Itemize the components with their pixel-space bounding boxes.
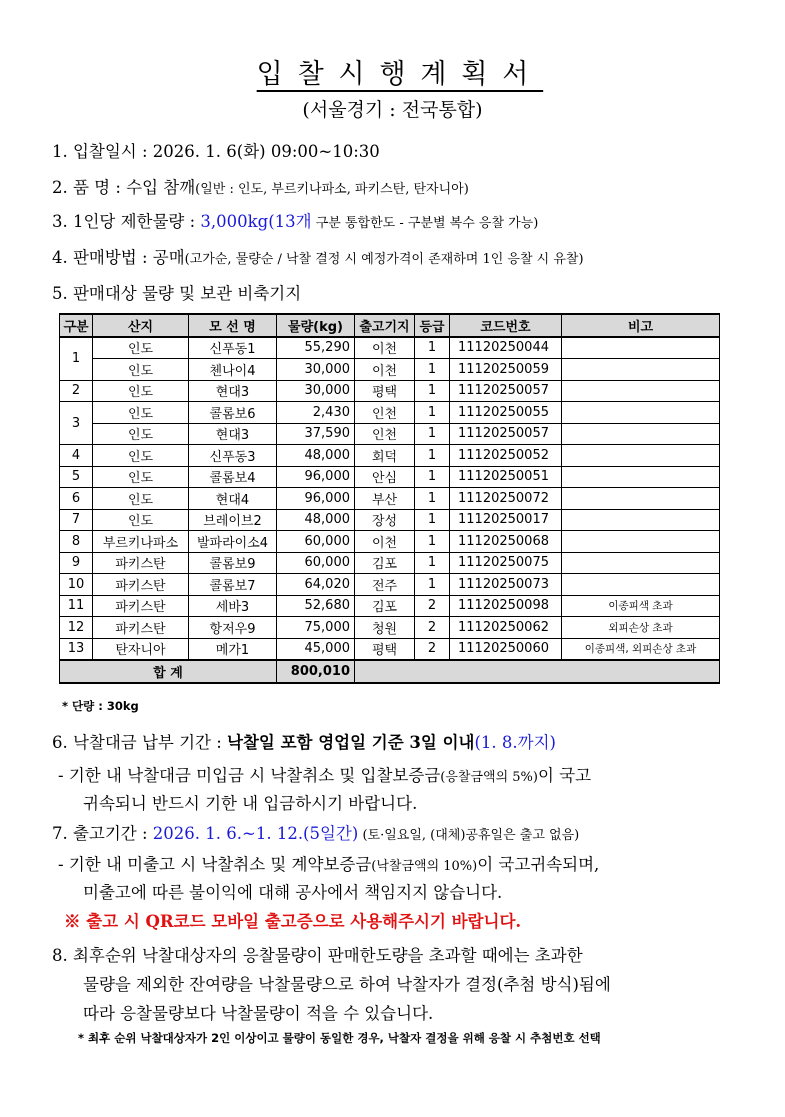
header-quantity: 물량(kg) [277, 314, 355, 337]
remarks-cell [562, 531, 720, 553]
quantity-cell: 96,000 [277, 466, 355, 488]
quantity-cell: 64,020 [277, 574, 355, 596]
quantity-cell: 37,590 [277, 423, 355, 445]
grade-cell: 1 [415, 531, 450, 553]
sale-target-table [59, 313, 720, 684]
origin-cell: 파키스탄 [93, 595, 189, 617]
group-cell: 12 [60, 617, 93, 639]
origin-cell: 파키스탄 [93, 574, 189, 596]
code-cell: 11120250072 [450, 488, 562, 510]
item-label: 6. 낙찰대금 납부 기간 : [52, 733, 228, 752]
code-cell: 11120250059 [450, 359, 562, 381]
payment-desc-line1 [58, 762, 591, 786]
document-title-wrap [0, 52, 785, 91]
origin-cell: 인도 [93, 509, 189, 531]
document-title: 입찰시행계획서 [256, 59, 544, 90]
table-row [60, 617, 720, 639]
qr-notice: ※ 출고 시 QR코드 모바일 출고증으로 사용해주시기 바랍니다. [64, 912, 522, 931]
product-origins-note: (일반 : 인도, 부르키나파소, 파키스탄, 탄자니아) [195, 182, 469, 197]
origin-cell: 파키스탄 [93, 552, 189, 574]
item-quantity-limit [52, 208, 538, 232]
remarks-cell: 외피손상 초과 [562, 617, 720, 639]
item-final-bidder-line3: 따라 응찰물량보다 낙찰물량이 적을 수 있습니다. [83, 1004, 434, 1023]
grade-cell: 1 [415, 574, 450, 596]
quantity-cell: 48,000 [277, 445, 355, 467]
quantity-cell: 96,000 [277, 488, 355, 510]
grade-cell: 1 [415, 359, 450, 381]
vessel-cell: 첸나이4 [189, 359, 277, 381]
item-label: 7. 출고기간 : [52, 824, 153, 843]
remarks-cell [562, 466, 720, 488]
depot-cell: 부산 [355, 488, 415, 510]
table-row [60, 595, 720, 617]
grade-cell: 1 [415, 402, 450, 424]
code-cell: 11120250017 [450, 509, 562, 531]
quantity-cell: 30,000 [277, 359, 355, 381]
remarks-cell [562, 359, 720, 381]
table-body [60, 337, 720, 661]
vessel-cell: 항저우9 [189, 617, 277, 639]
depot-cell: 평택 [355, 638, 415, 660]
total-empty [355, 660, 720, 683]
depot-cell: 이천 [355, 531, 415, 553]
release-desc-line1 [58, 851, 599, 875]
vessel-cell: 메가1 [189, 638, 277, 660]
remarks-cell [562, 445, 720, 467]
table-row [60, 466, 720, 488]
payment-period-value: 낙찰일 포함 영업일 기준 3일 이내 [227, 733, 475, 752]
origin-cell: 인도 [93, 423, 189, 445]
table-row [60, 488, 720, 510]
header-remarks: 비고 [562, 314, 720, 337]
group-cell: 4 [60, 445, 93, 467]
group-cell: 13 [60, 638, 93, 660]
table-row [60, 423, 720, 445]
depot-cell: 김포 [355, 552, 415, 574]
depot-cell: 평택 [355, 380, 415, 402]
remarks-cell [562, 552, 720, 574]
quantity-cell: 48,000 [277, 509, 355, 531]
origin-cell: 인도 [93, 488, 189, 510]
depot-cell: 장성 [355, 509, 415, 531]
payment-desc-text-b: 이 국고 [537, 766, 592, 785]
code-cell: 11120250060 [450, 638, 562, 660]
group-cell: 9 [60, 552, 93, 574]
grade-cell: 2 [415, 595, 450, 617]
table-row [60, 402, 720, 424]
code-cell: 11120250073 [450, 574, 562, 596]
item-release-period [52, 820, 579, 844]
item-label: 5. 판매대상 물량 및 보관 비축기지 [52, 284, 302, 303]
release-period-note: (토·일요일, (대체)공휴일은 출고 없음) [358, 828, 580, 843]
origin-cell: 파키스탄 [93, 617, 189, 639]
code-cell: 11120250051 [450, 466, 562, 488]
group-cell: 2 [60, 380, 93, 402]
group-cell: 10 [60, 574, 93, 596]
depot-cell: 전주 [355, 574, 415, 596]
header-group: 구분 [60, 314, 93, 337]
quantity-cell: 45,000 [277, 638, 355, 660]
grade-cell: 1 [415, 466, 450, 488]
origin-cell: 인도 [93, 380, 189, 402]
vessel-cell: 신푸동1 [189, 337, 277, 359]
item-label: 1. 입찰일시 : [52, 142, 153, 161]
table-header-row [60, 314, 720, 337]
origin-cell: 인도 [93, 359, 189, 381]
table-row [60, 445, 720, 467]
total-quantity: 800,010 [277, 660, 355, 683]
grade-cell: 1 [415, 337, 450, 359]
vessel-cell: 콜롬보6 [189, 402, 277, 424]
origin-cell: 인도 [93, 445, 189, 467]
grade-cell: 1 [415, 488, 450, 510]
depot-cell: 회덕 [355, 445, 415, 467]
group-cell: 8 [60, 531, 93, 553]
remarks-cell: 이종피색 초과 [562, 595, 720, 617]
code-cell: 11120250044 [450, 337, 562, 359]
vessel-cell: 현대3 [189, 423, 277, 445]
item-final-bidder-line1: 8. 최후순위 낙찰대상자의 응찰물량이 판매한도량을 초과할 때에는 초과한 [52, 946, 583, 965]
release-desc-text: - 기한 내 미출고 시 낙찰취소 및 계약보증금 [58, 855, 372, 874]
payment-desc-line2: 귀속되니 반드시 기한 내 입금하시기 바랍니다. [83, 794, 418, 813]
group-cell: 11 [60, 595, 93, 617]
depot-cell: 이천 [355, 359, 415, 381]
grade-cell: 1 [415, 509, 450, 531]
origin-cell: 인도 [93, 402, 189, 424]
header-origin: 산지 [93, 314, 189, 337]
grade-cell: 1 [415, 380, 450, 402]
vessel-cell: 브레이브2 [189, 509, 277, 531]
vessel-cell: 신푸동3 [189, 445, 277, 467]
group-cell: 7 [60, 509, 93, 531]
depot-cell: 안심 [355, 466, 415, 488]
remarks-cell [562, 509, 720, 531]
depot-cell: 김포 [355, 595, 415, 617]
origin-cell: 탄자니아 [93, 638, 189, 660]
vessel-cell: 콜롬보7 [189, 574, 277, 596]
quantity-cell: 60,000 [277, 552, 355, 574]
release-desc-small: (낙찰금액의 10%) [371, 859, 478, 874]
quantity-limit-note: 구분 통합한도 - 구분별 복수 응찰 가능) [311, 216, 539, 231]
table-row [60, 509, 720, 531]
release-desc-line2: 미출고에 따른 불이익에 대해 공사에서 책임지지 않습니다. [83, 883, 503, 902]
depot-cell: 청원 [355, 617, 415, 639]
grade-cell: 2 [415, 617, 450, 639]
quantity-cell: 75,000 [277, 617, 355, 639]
sale-method-note: (고가순, 물량순 / 낙찰 결정 시 예정가격이 존재하며 1인 응찰 시 유찰) [184, 252, 584, 267]
item-label: 4. 판매방법 : 공매 [52, 248, 185, 267]
remarks-cell [562, 574, 720, 596]
item-sale-targets [52, 280, 301, 304]
group-cell: 1 [60, 337, 93, 381]
grade-cell: 1 [415, 445, 450, 467]
header-depot: 출고기지 [355, 314, 415, 337]
table-row [60, 380, 720, 402]
table-row [60, 552, 720, 574]
quantity-cell: 2,430 [277, 402, 355, 424]
total-label: 합 계 [60, 660, 277, 683]
code-cell: 11120250052 [450, 445, 562, 467]
table-row [60, 574, 720, 596]
item-bid-datetime [52, 138, 380, 162]
vessel-cell: 현대4 [189, 488, 277, 510]
depot-cell: 인천 [355, 423, 415, 445]
depot-cell: 인천 [355, 402, 415, 424]
quantity-limit-value: 3,000kg(13개 [200, 212, 312, 231]
vessel-cell: 세바3 [189, 595, 277, 617]
grade-cell: 1 [415, 423, 450, 445]
code-cell: 11120250098 [450, 595, 562, 617]
header-grade: 등급 [415, 314, 450, 337]
group-cell: 3 [60, 402, 93, 445]
payment-deadline: (1. 8.까지) [474, 733, 556, 752]
vessel-cell: 콜롬보4 [189, 466, 277, 488]
vessel-cell: 발파라이소4 [189, 531, 277, 553]
origin-cell: 인도 [93, 337, 189, 359]
code-cell: 11120250055 [450, 402, 562, 424]
quantity-cell: 55,290 [277, 337, 355, 359]
vessel-cell: 콜롬보9 [189, 552, 277, 574]
quantity-cell: 52,680 [277, 595, 355, 617]
remarks-cell [562, 488, 720, 510]
origin-cell: 인도 [93, 466, 189, 488]
table-row [60, 359, 720, 381]
document-subtitle: (서울경기 : 전국통합) [302, 99, 483, 121]
unit-note: * 단량 : 30kg [62, 699, 139, 713]
remarks-cell [562, 423, 720, 445]
item-payment-period [52, 729, 556, 753]
table-total-row [60, 660, 720, 683]
remarks-cell [562, 337, 720, 359]
grade-cell: 1 [415, 552, 450, 574]
remarks-cell [562, 380, 720, 402]
code-cell: 11120250057 [450, 380, 562, 402]
depot-cell: 이천 [355, 337, 415, 359]
footnote: * 최후 순위 낙찰대상자가 2인 이상이고 물량이 동일한 경우, 낙찰자 결정을 위해 응찰 시 추첨번호 선택 [78, 1031, 601, 1045]
table-row [60, 638, 720, 660]
header-vessel: 모 선 명 [189, 314, 277, 337]
release-desc-text-b: 이 국고귀속되며, [477, 855, 600, 874]
group-cell: 5 [60, 466, 93, 488]
remarks-cell [562, 402, 720, 424]
remarks-cell: 이종피색, 외피손상 초과 [562, 638, 720, 660]
code-cell: 11120250068 [450, 531, 562, 553]
vessel-cell: 현대3 [189, 380, 277, 402]
item-final-bidder-line2: 물량을 제외한 잔여량을 낙찰물량으로 하여 낙찰자가 결정(추첨 방식)됨에 [83, 975, 611, 994]
release-period-value: 2026. 1. 6.~1. 12.(5일간) [152, 824, 359, 843]
origin-cell: 부르키나파소 [93, 531, 189, 553]
payment-desc-small: (응찰금액의 5%) [440, 770, 538, 785]
code-cell: 11120250075 [450, 552, 562, 574]
code-cell: 11120250057 [450, 423, 562, 445]
item-label: 3. 1인당 제한물량 : [52, 212, 201, 231]
item-product [52, 174, 469, 198]
quantity-cell: 30,000 [277, 380, 355, 402]
item-label: 2. 품 명 : 수입 참깨 [52, 178, 196, 197]
quantity-cell: 60,000 [277, 531, 355, 553]
table-row [60, 337, 720, 359]
table-row [60, 531, 720, 553]
item-sale-method [52, 244, 584, 268]
grade-cell: 2 [415, 638, 450, 660]
payment-desc-text: - 기한 내 낙찰대금 미입금 시 낙찰취소 및 입찰보증금 [58, 766, 441, 785]
code-cell: 11120250062 [450, 617, 562, 639]
header-code: 코드번호 [450, 314, 562, 337]
bid-datetime-value: 2026. 1. 6(화) 09:00~10:30 [152, 142, 380, 161]
group-cell: 6 [60, 488, 93, 510]
